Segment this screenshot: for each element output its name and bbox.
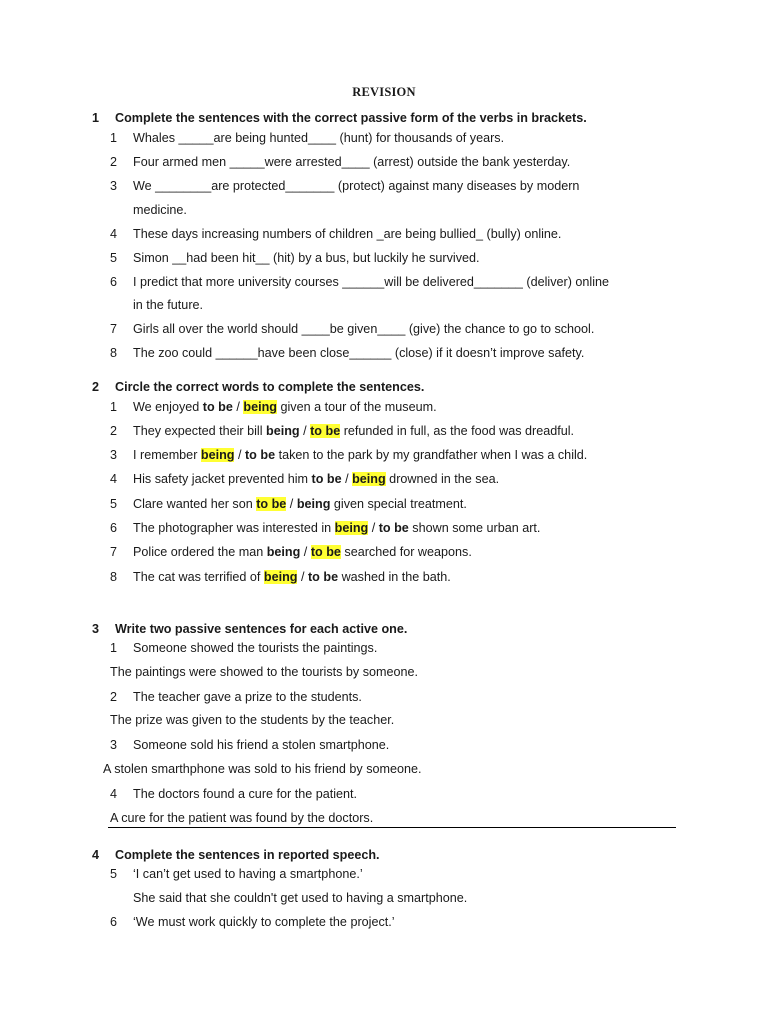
choice-b: being: [296, 497, 331, 511]
choice-separator: /: [300, 545, 311, 559]
item-text-before: We enjoyed: [133, 400, 203, 414]
page-title: REVISION: [352, 85, 416, 99]
item-text: Whales _____are being hunted____ (hunt) for thousands of years.: [133, 131, 505, 145]
exercise-4-heading: [92, 847, 380, 863]
exercise-2-heading: [92, 379, 424, 395]
ex1-item: [110, 178, 579, 194]
choice-b: to be: [378, 521, 409, 535]
item-text-before: The photographer was interested in: [133, 521, 335, 535]
choice-separator: /: [286, 497, 297, 511]
item-text-continued: in the future.: [133, 298, 204, 312]
ex2-item: [110, 423, 574, 439]
item-text-after: given a tour of the museum.: [276, 400, 437, 414]
ex2-item: [110, 569, 451, 585]
item-number: 5: [110, 867, 118, 881]
exercise-number: 4: [92, 848, 100, 862]
ex4-answer: She said that she couldn't get used to having a smartphone.: [133, 891, 468, 905]
item-number: 5: [110, 251, 118, 265]
ex2-item: [110, 520, 540, 536]
choice-a: being: [263, 570, 298, 584]
choice-b: being: [243, 400, 277, 414]
item-text-before: I remember: [133, 448, 201, 462]
item-number: 3: [110, 179, 118, 193]
item-number: 3: [110, 738, 118, 752]
item-number: 6: [110, 521, 118, 535]
choice-a: being: [200, 448, 235, 462]
item-number: 7: [110, 322, 118, 336]
divider-rule: [108, 827, 676, 828]
item-number: 2: [110, 424, 118, 438]
ex2-item: [110, 399, 437, 415]
choice-b: being: [352, 472, 386, 486]
item-number: 1: [110, 641, 118, 655]
item-number: 6: [110, 275, 118, 289]
item-text: Someone sold his friend a stolen smartphone.: [133, 738, 390, 752]
exercise-number: 2: [92, 380, 100, 394]
item-number: 4: [110, 227, 118, 241]
item-text: ‘I can’t get used to having a smartphone.’: [133, 867, 363, 881]
item-text: Simon __had been hit__ (hit) by a bus, but luckily he survived.: [133, 251, 480, 265]
item-text: The teacher gave a prize to the students.: [133, 690, 362, 704]
item-number: 4: [110, 472, 118, 486]
ex4-item: [110, 866, 363, 882]
item-text-after: shown some urban art.: [408, 521, 541, 535]
ex3-item: [110, 640, 377, 656]
item-text-after: refunded in full, as the food was dreadful.: [340, 424, 575, 438]
ex3-item: [110, 737, 389, 753]
ex3-answer: The prize was given to the students by the teacher.: [110, 713, 395, 727]
ex1-item: [110, 321, 594, 337]
choice-b: to be: [244, 448, 276, 462]
item-text: These days increasing numbers of children _are being bullied_ (bully) online.: [133, 227, 562, 241]
ex3-item: [110, 786, 357, 802]
item-text: Someone showed the tourists the paintings.: [133, 641, 378, 655]
choice-separator: /: [297, 570, 308, 584]
item-text: ‘We must work quickly to complete the project.’: [133, 915, 395, 929]
ex3-answer: A cure for the patient was found by the doctors.: [110, 811, 374, 825]
item-text-before: His safety jacket prevented him: [133, 472, 312, 486]
exercise-number: 1: [92, 111, 100, 125]
item-text: The zoo could ______have been close______ (close) if it doesn’t improve safety.: [133, 346, 585, 360]
choice-b: to be: [310, 424, 341, 438]
item-text: Four armed men _____were arrested____ (arrest) outside the bank yesterday.: [133, 155, 571, 169]
exercise-1-heading: [92, 110, 587, 126]
item-text-before: They expected their bill: [133, 424, 267, 438]
exercise-number: 3: [92, 622, 100, 636]
choice-separator: /: [368, 521, 379, 535]
ex1-item: [110, 154, 570, 170]
item-text: We ________are protected_______ (protect) against many diseases by modern: [133, 179, 580, 193]
ex4-item: [110, 914, 395, 930]
choice-b: to be: [307, 570, 339, 584]
item-text: The doctors found a cure for the patient.: [133, 787, 358, 801]
ex2-item: [110, 496, 467, 512]
ex2-item: [110, 544, 472, 560]
choice-a: to be: [311, 472, 342, 486]
ex1-item: [110, 226, 561, 242]
exercise-instruction: Circle the correct words to complete the sentences.: [115, 380, 425, 394]
item-text-after: taken to the park by my grandfather when I was a child.: [275, 448, 588, 462]
item-number: 4: [110, 787, 118, 801]
choice-separator: /: [232, 400, 244, 414]
ex3-answer: A stolen smarthphone was sold to his friend by someone.: [103, 762, 422, 776]
ex3-item: [110, 689, 362, 705]
exercise-instruction: Complete the sentences with the correct passive form of the verbs in brackets.: [115, 111, 587, 125]
item-text: I predict that more university courses ______will be delivered_______ (deliver) online: [133, 275, 610, 289]
item-number: 6: [110, 915, 118, 929]
choice-separator: /: [234, 448, 245, 462]
ex2-item: [110, 471, 499, 487]
item-text-after: searched for weapons.: [340, 545, 472, 559]
exercise-instruction: Write two passive sentences for each active one.: [115, 622, 408, 636]
item-text-before: Clare wanted her son: [133, 497, 257, 511]
item-number: 8: [110, 346, 118, 360]
item-number: 8: [110, 570, 118, 584]
item-number: 3: [110, 448, 118, 462]
ex1-item: [110, 274, 609, 290]
item-text-continued: medicine.: [133, 203, 187, 217]
choice-a: to be: [256, 497, 287, 511]
item-number: 1: [110, 131, 118, 145]
choice-a: being: [266, 545, 301, 559]
item-text-before: Police ordered the man: [133, 545, 267, 559]
choice-separator: /: [341, 472, 353, 486]
choice-a: being: [266, 424, 300, 438]
item-text-after: washed in the bath.: [338, 570, 451, 584]
choice-b: to be: [310, 545, 341, 559]
exercise-3-heading: [92, 621, 407, 637]
ex1-item: [110, 250, 480, 266]
choice-a: to be: [202, 400, 233, 414]
item-number: 5: [110, 497, 118, 511]
ex1-item: [110, 130, 504, 146]
item-text-after: given special treatment.: [330, 497, 467, 511]
choice-a: being: [334, 521, 369, 535]
ex1-item: [110, 345, 584, 361]
ex2-item: [110, 447, 587, 463]
item-text-after: drowned in the sea.: [385, 472, 500, 486]
item-number: 2: [110, 155, 118, 169]
choice-separator: /: [299, 424, 311, 438]
exercise-instruction: Complete the sentences in reported speech.: [115, 848, 380, 862]
item-text: Girls all over the world should ____be given____ (give) the chance to go to school.: [133, 322, 595, 336]
item-text-before: The cat was terrified of: [133, 570, 264, 584]
item-number: 7: [110, 545, 118, 559]
item-number: 1: [110, 400, 118, 414]
ex3-answer: The paintings were showed to the tourists by someone.: [110, 665, 419, 679]
item-number: 2: [110, 690, 118, 704]
